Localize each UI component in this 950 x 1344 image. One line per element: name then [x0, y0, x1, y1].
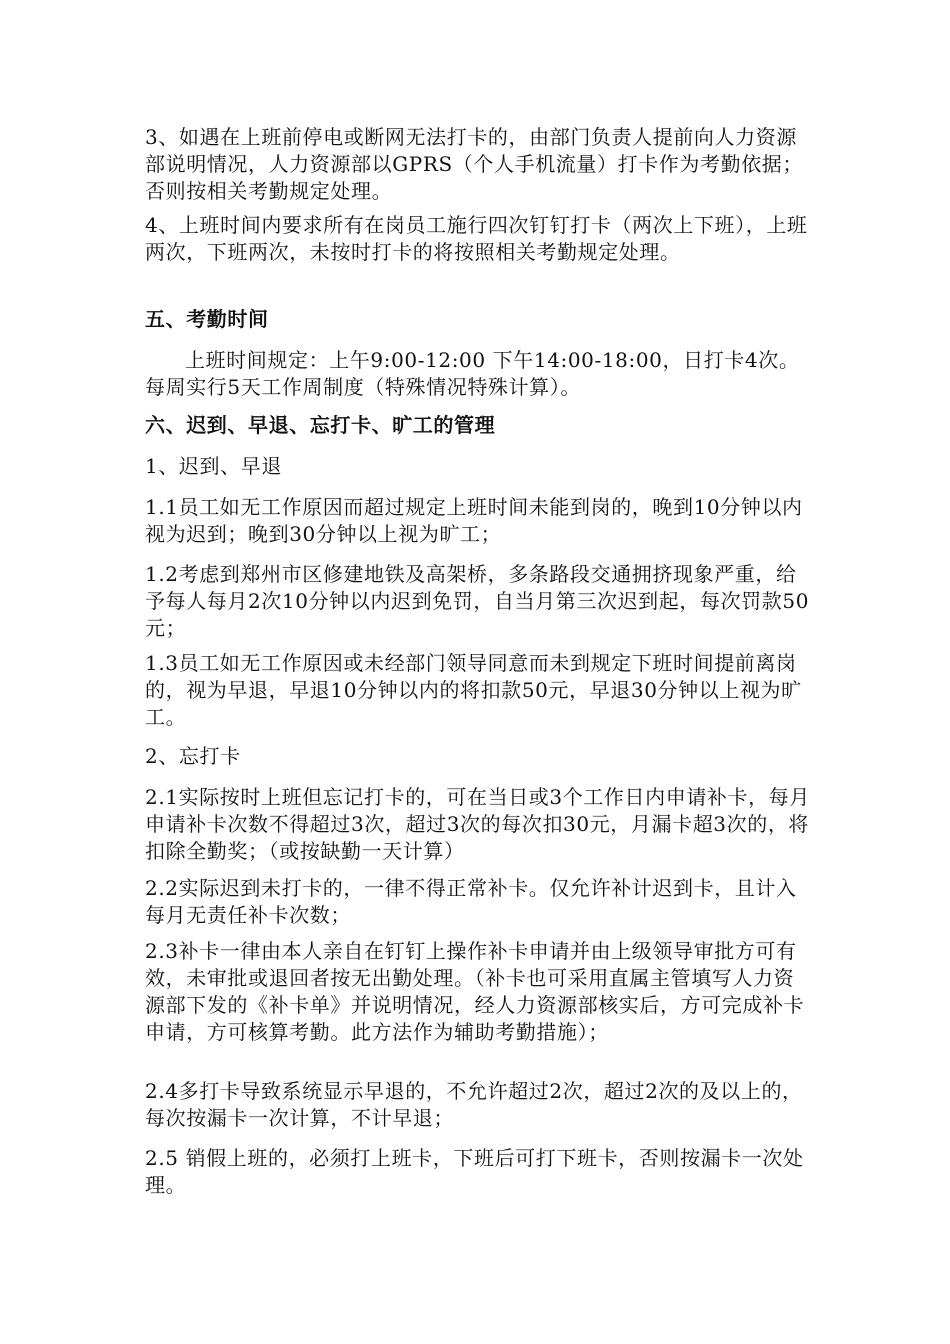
paragraph-rule-2-4: 2.4多打卡导致系统显示早退的，不允许超过2次，超过2次的及以上的，每次按漏卡一次计算，不计早退； [145, 1079, 803, 1130]
paragraph-rule-2-5: 2.5 销假上班的，必须打上班卡，下班后可打下班卡，否则按漏卡一次处理。 [145, 1146, 804, 1197]
paragraph-power-outage: 3、如遇在上班前停电或断网无法打卡的，由部门负责人提前向人力资源部说明情况，人力资源部以GPRS（个人手机流量）打卡作为考勤依据；否则按相关考勤规定处理。 [145, 125, 803, 203]
subheading-forgot-clock: 2、忘打卡 [145, 744, 241, 768]
paragraph-dingtalk-four-times: 4、上班时间内要求所有在岗员工施行四次钉钉打卡（两次上下班），上班两次，下班两次，未按时打卡的将按照相关考勤规定处理。 [145, 213, 808, 264]
subheading-late-early: 1、迟到、早退 [145, 454, 282, 478]
paragraph-rule-1-2: 1.2考虑到郑州市区修建地铁及高架桥，多条路段交通拥挤现象严重，给予每人每月2次10分钟以内迟到免罚，自当月第三次迟到起，每次罚款50元； [145, 562, 810, 640]
section-heading-attendance-time: 五、考勤时间 [145, 307, 269, 331]
paragraph-rule-2-3: 2.3补卡一律由本人亲自在钉钉上操作补卡申请并由上级领导审批方可有效，未审批或退回者按无出勤处理。（补卡也可采用直属主管填写人力资源部下发的《补卡单》并说明情况，经人力资源部核实后，方可完成补卡申请，方可核算考勤。此方法作为辅助考勤措施）； [145, 939, 805, 1044]
paragraph-work-hours: 上班时间规定：上午9:00-12:00 下午14:00-18:00，日打卡4次。每周实行5天工作周制度（特殊情况特殊计算）。 [145, 348, 800, 399]
paragraph-rule-1-1: 1.1员工如无工作原因而超过规定上班时间未能到岗的，晚到10分钟以内视为迟到；晚到30分钟以上视为旷工； [145, 495, 803, 546]
section-heading-late-early-absence: 六、迟到、早退、忘打卡、旷工的管理 [145, 413, 496, 437]
paragraph-rule-2-1: 2.1实际按时上班但忘记打卡的，可在当日或3个工作日内申请补卡，每月申请补卡次数不得超过3次，超过3次的每次扣30元，月漏卡超3次的，将扣除全勤奖；（或按缺勤一天计算） [145, 785, 810, 863]
paragraph-rule-2-2: 2.2实际迟到未打卡的，一律不得正常补卡。仅允许补计迟到卡，且计入每月无责任补卡次数； [145, 876, 797, 927]
paragraph-rule-1-3: 1.3员工如无工作原因或未经部门领导同意而未到规定下班时间提前离岗的，视为早退，早退10分钟以内的将扣款50元，早退30分钟以上视为旷工。 [145, 651, 802, 729]
